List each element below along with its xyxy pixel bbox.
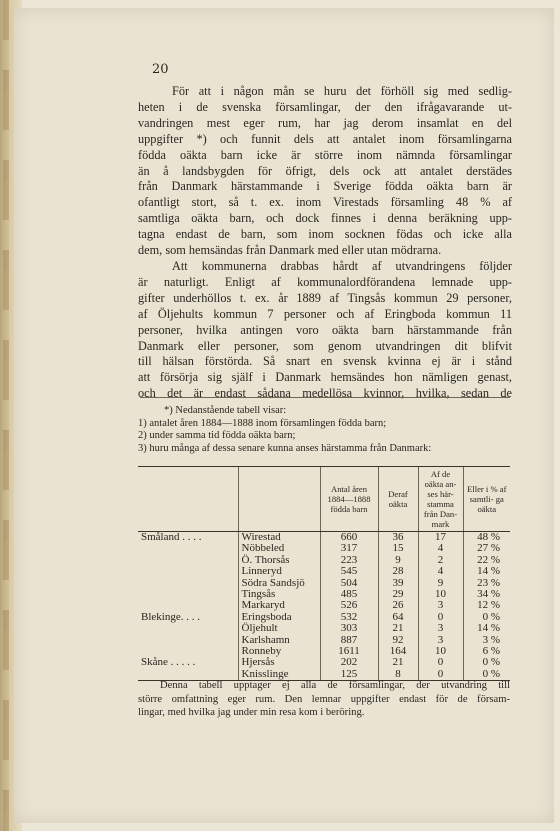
cell-pct: 0 % [463, 669, 510, 681]
cell-parish: Öljehult [238, 623, 320, 634]
cell-pct: 14 % [463, 623, 510, 634]
table-row [138, 657, 510, 668]
cell-danish: 0 [418, 612, 463, 623]
cell-parish: Ö. Thorsås [238, 555, 320, 566]
table-row [138, 612, 510, 623]
text-line: uppgifter *) och funnit dels att antalet inom församlingarna [138, 131, 512, 146]
cell-born: 545 [320, 566, 378, 577]
cell-born: 887 [320, 635, 378, 646]
table-body [138, 532, 510, 681]
statistics-table [138, 466, 510, 681]
text-line: personer, hvilka antingen voro oäkta barn härstammande från [138, 322, 512, 337]
spine-binding-strip [3, 0, 9, 831]
cell-parish: Ronneby [238, 646, 320, 657]
cell-danish: 4 [418, 543, 463, 554]
table-row [138, 635, 510, 646]
text-line: Att kommunerna drabbas hårdt af utvandringens följder [172, 258, 512, 273]
cell-parish: Hjersås [238, 657, 320, 668]
page-number: 20 [152, 62, 169, 77]
text-line: af Öljehults kommun 7 personer och af Eringboda kommun 11 [138, 306, 512, 321]
text-line: till hälsan förstörda. Så snart en svensk kvinna ej är i stånd [138, 354, 512, 369]
text-line: För att i någon mån se huru det förhöll sig med sedlig- [172, 84, 512, 98]
cell-illegitimate: 29 [378, 589, 418, 600]
footnote-line: *) Nedanstående tabell visar: [164, 405, 287, 416]
header-born: Antal åren 1884—1888 födda barn [320, 467, 378, 532]
cell-region: Blekinge. . . . [141, 610, 200, 623]
closing-paragraph [138, 679, 510, 720]
cell-danish: 2 [418, 555, 463, 566]
footnote-line: 2) under samma tid födda oäkta barn; [138, 430, 296, 442]
text-line: ofantligt stort, så t. ex. inom Virestads församling 48 % af [138, 195, 512, 210]
footnote [138, 405, 512, 455]
cell-region [138, 589, 238, 600]
cell-born: 660 [320, 532, 378, 544]
cell-region [138, 543, 238, 554]
cell-born: 303 [320, 623, 378, 634]
cell-parish: Knisslinge [238, 669, 320, 681]
cell-illegitimate: 39 [378, 578, 418, 589]
cell-danish: 3 [418, 623, 463, 634]
table-row [138, 589, 510, 600]
cell-born: 485 [320, 589, 378, 600]
text-line: heten i de svenska församlingar, der den ifrågavarande ut- [138, 99, 512, 114]
cell-born: 125 [320, 669, 378, 681]
cell-region: Skåne . . . . . [141, 656, 196, 669]
cell-danish: 3 [418, 635, 463, 646]
cell-pct: 0 % [463, 657, 510, 668]
cell-region [138, 623, 238, 634]
cell-pct: 23 % [463, 578, 510, 589]
cell-danish: 10 [418, 589, 463, 600]
cell-pct: 3 % [463, 635, 510, 646]
cell-danish: 0 [418, 669, 463, 681]
cell-born: 202 [320, 657, 378, 668]
cell-illegitimate: 36 [378, 532, 418, 544]
footnote-line: 3) huru många af dessa senare kunna anses härstamma från Danmark: [138, 442, 432, 454]
table-header-row [138, 467, 510, 532]
cell-illegitimate: 28 [378, 566, 418, 577]
footnote-line: 1) antalet åren 1884—1888 inom församlingen födda barn; [138, 417, 387, 429]
header-illegitimate: Deraf oäkta [378, 467, 418, 532]
closing-line: större omfattning eger rum. Den lemnar uppgifter endast för de försam- [138, 693, 510, 705]
footnote-divider [140, 397, 510, 398]
cell-parish: Eringsboda [238, 612, 320, 623]
table-row [138, 555, 510, 566]
cell-pct: 34 % [463, 589, 510, 600]
closing-line: Denna tabell upptager ej alla de församlingar, der utvandring till [160, 680, 510, 691]
cell-illegitimate: 8 [378, 669, 418, 681]
cell-illegitimate: 26 [378, 600, 418, 611]
cell-parish: Tingsås [238, 589, 320, 600]
text-line: och det är endast sådana medellösa kvinnor, hvilka, sedan de [138, 386, 512, 401]
cell-born: 317 [320, 543, 378, 554]
body-text [138, 84, 512, 402]
cell-pct: 48 % [463, 532, 510, 544]
text-line: dem, som hemsändas från Danmark med eller utan mödrarna. [138, 243, 442, 258]
cell-illegitimate: 9 [378, 555, 418, 566]
cell-danish: 0 [418, 657, 463, 668]
table-row [138, 623, 510, 634]
cell-illegitimate: 64 [378, 612, 418, 623]
cell-pct: 14 % [463, 566, 510, 577]
cell-illegitimate: 15 [378, 543, 418, 554]
table-row [138, 566, 510, 577]
cell-danish: 10 [418, 646, 463, 657]
cell-pct: 27 % [463, 543, 510, 554]
table-row [138, 578, 510, 589]
header-parish [238, 467, 320, 532]
text-line: vandringen mest eger rum, har jag derom insamlat en del [138, 115, 512, 130]
text-line: att försörja sig själf i Danmark hemsändes hon nämligen genast, [138, 370, 512, 385]
text-line: från Danmark härstammande i Sverige födda oäkta barn är [138, 179, 512, 194]
cell-parish: Wirestad [238, 532, 320, 544]
header-danish: Af de oäkta an- ses här- stamma från Dan- mark [418, 467, 463, 532]
cell-parish: Nöbbeled [238, 543, 320, 554]
cell-born: 223 [320, 555, 378, 566]
cell-pct: 6 % [463, 646, 510, 657]
cell-born: 526 [320, 600, 378, 611]
table-row [138, 543, 510, 554]
cell-born: 504 [320, 578, 378, 589]
cell-danish: 9 [418, 578, 463, 589]
text-line: Danmark eller personer, som genom utvandringen dit blifvit [138, 338, 512, 353]
text-line: tagna endast de barn, som inom socknen födas och icke alla [138, 227, 512, 242]
cell-illegitimate: 92 [378, 635, 418, 646]
text-line: gifter underhöllos t. ex. år 1889 af Tingsås kommun 29 personer, [138, 290, 512, 305]
cell-parish: Karlshamn [238, 635, 320, 646]
cell-pct: 0 % [463, 612, 510, 623]
table-row [138, 532, 510, 544]
cell-region: Småland . . . . [141, 531, 202, 543]
cell-danish: 17 [418, 532, 463, 544]
cell-illegitimate: 21 [378, 623, 418, 634]
text-line: än å landsbygden för öfrigt, dels ock att antalet derstädes [138, 163, 512, 178]
cell-region [138, 555, 238, 566]
text-line: samtliga oäkta barn, och dock finnes i denna beräkning upp- [138, 211, 512, 226]
header-region [138, 467, 238, 532]
cell-region [138, 635, 238, 646]
cell-pct: 12 % [463, 600, 510, 611]
cell-region [138, 566, 238, 577]
cell-danish: 4 [418, 566, 463, 577]
cell-illegitimate: 164 [378, 646, 418, 657]
cell-parish: Linneryd [238, 566, 320, 577]
cell-region [138, 578, 238, 589]
cell-parish: Markaryd [238, 600, 320, 611]
text-line: är naturligt. Enligt af kommunalordförandena lemnade upp- [138, 274, 512, 289]
cell-born: 532 [320, 612, 378, 623]
cell-born: 1611 [320, 646, 378, 657]
cell-pct: 22 % [463, 555, 510, 566]
cell-illegitimate: 21 [378, 657, 418, 668]
closing-line: lingar, med hvilka jag under min resa kom i beröring. [138, 707, 365, 719]
text-line: födda oäkta barn icke är större inom nämnda församlingar [138, 147, 512, 162]
cell-danish: 3 [418, 600, 463, 611]
header-percent: Eller i % af samtli- ga oäkta [463, 467, 510, 532]
cell-parish: Södra Sandsjö [238, 578, 320, 589]
